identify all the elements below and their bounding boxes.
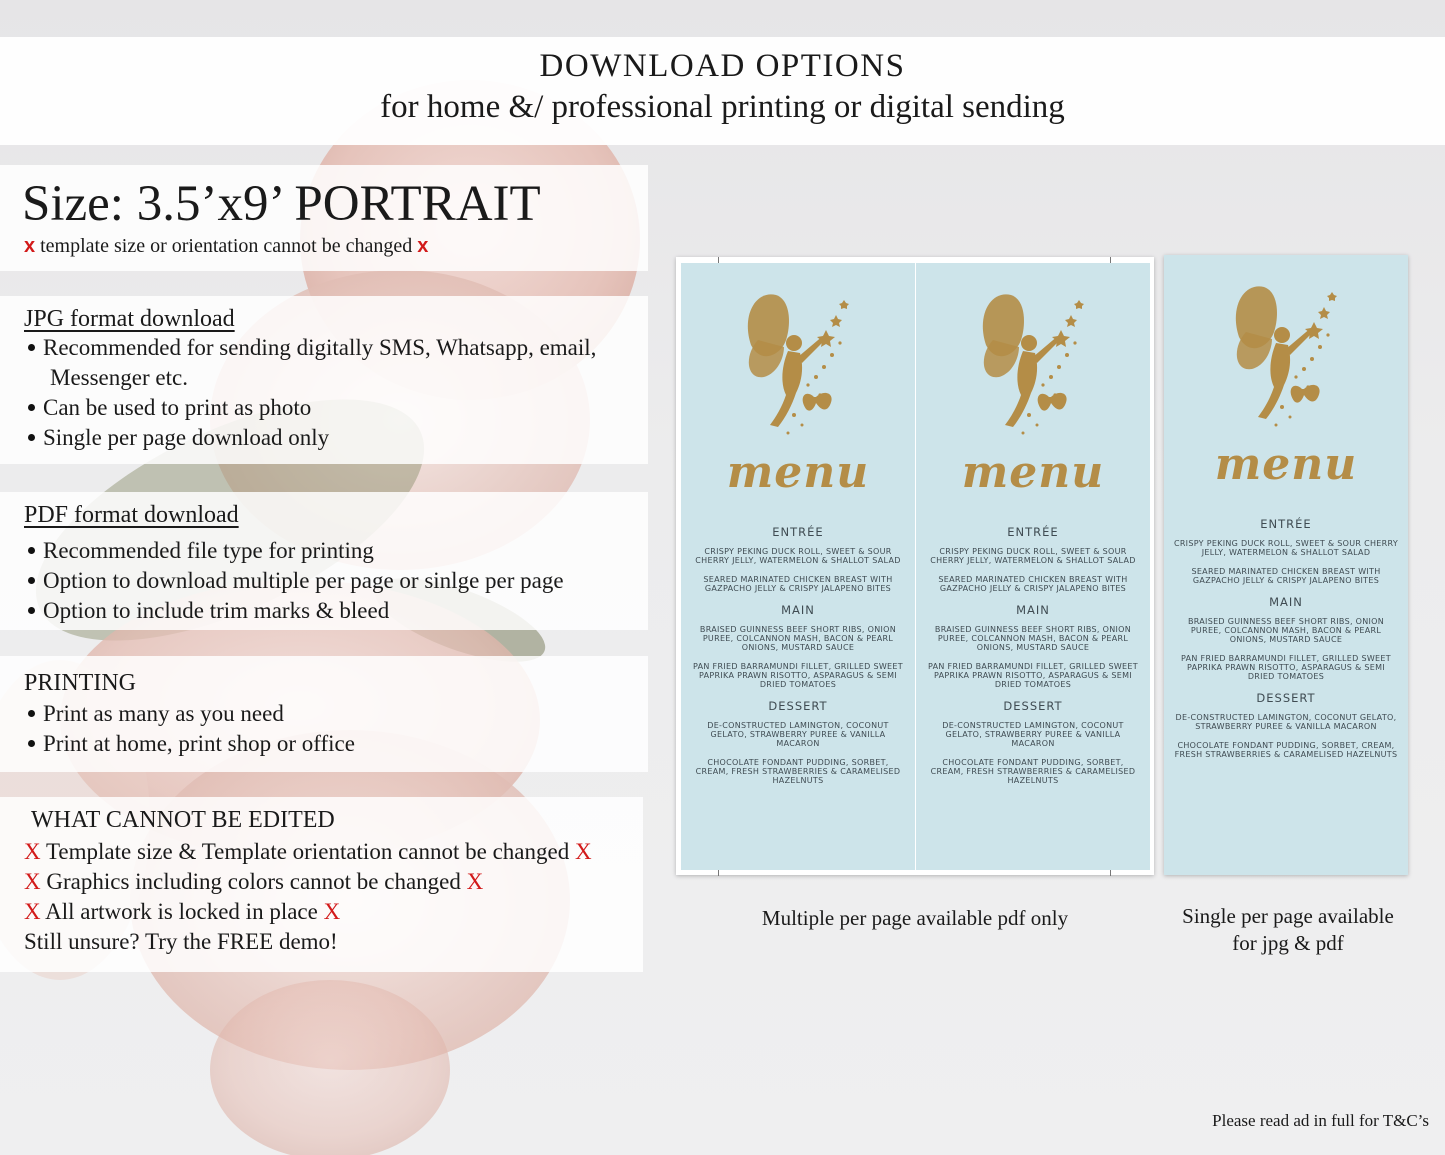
- not-editable-panel: [0, 797, 643, 972]
- menu-item: SEARED MARINATED CHICKEN BREAST WITH GAZPACHO JELLY & CRISPY JALAPENO BITES: [703, 575, 893, 593]
- menu-card-single-preview: [1164, 255, 1408, 875]
- menu-script-title: menu: [726, 447, 870, 498]
- footer-note: Please read ad in full for T&C’s: [1212, 1111, 1429, 1130]
- bullet-icon: [28, 710, 35, 717]
- entree-heading: ENTRÉE: [1260, 517, 1312, 531]
- entree-heading: ENTRÉE: [772, 525, 824, 539]
- menu-item: BRAISED GUINNESS BEEF SHORT RIBS, ONION PUREE, COLCANNON MASH, BACON & PEARL ONIONS, MUSTARD SAUCE: [1187, 617, 1385, 644]
- menu-item: CRISPY PEKING DUCK ROLL, SWEET & SOUR CHERRY JELLY, WATERMELON & SHALLOT SALAD: [1173, 539, 1399, 557]
- menu-item: BRAISED GUINNESS BEEF SHORT RIBS, ONION PUREE, COLCANNON MASH, BACON & PEARL ONIONS, MUSTARD SAUCE: [934, 625, 1132, 652]
- list-item: Recommended file type for printing: [24, 536, 564, 566]
- menu-script-title: menu: [961, 447, 1105, 498]
- size-title: Size: 3.5’x9’ PORTRAIT: [22, 176, 541, 232]
- dessert-heading: DESSERT: [768, 699, 828, 713]
- x-mark-icon: X: [466, 869, 484, 894]
- list-item: Option to include trim marks & bleed: [24, 596, 564, 626]
- menu-item: PAN FRIED BARRAMUNDI FILLET, GRILLED SWEET PAPRIKA PRAWN RISOTTO, ASPARAGUS & SEMI DRIED TOMATOES: [693, 662, 903, 689]
- bullet-icon: [28, 547, 35, 554]
- bullet-icon: [28, 577, 35, 584]
- list-item: Option to download multiple per page or sinlge per page: [24, 566, 564, 596]
- x-mark-icon: X: [574, 839, 592, 864]
- size-note: [24, 235, 428, 258]
- menu-item: PAN FRIED BARRAMUNDI FILLET, GRILLED SWEET PAPRIKA PRAWN RISOTTO, ASPARAGUS & SEMI DRIED TOMATOES: [1181, 654, 1391, 681]
- size-note-text: template size or orientation cannot be changed: [40, 235, 413, 257]
- x-mark-icon: X: [323, 899, 341, 924]
- printing-panel: [0, 656, 648, 772]
- fairy-icon: [736, 285, 866, 455]
- list-item: Single per page download only: [24, 423, 596, 453]
- fairy-icon: [971, 285, 1101, 455]
- dessert-heading: DESSERT: [1256, 691, 1316, 705]
- menu-item: CHOCOLATE FONDANT PUDDING, SORBET, CREAM, FRESH STRAWBERRIES & CARAMELISED HAZELNUTS: [695, 758, 901, 785]
- printing-bullets: [24, 699, 355, 759]
- menu-item: SEARED MARINATED CHICKEN BREAST WITH GAZPACHO JELLY & CRISPY JALAPENO BITES: [1191, 567, 1381, 585]
- x-mark-icon: x: [417, 235, 429, 257]
- menu-item: CHOCOLATE FONDANT PUDDING, SORBET, CREAM, FRESH STRAWBERRIES & CARAMELISED HAZELNUTS: [1174, 741, 1398, 759]
- list-item: Messenger etc.: [50, 365, 188, 390]
- menu-body: [681, 525, 915, 795]
- list-item: Recommended for sending digitally SMS, Whatsapp, email,: [24, 333, 596, 363]
- menu-item: CHOCOLATE FONDANT PUDDING, SORBET, CREAM, FRESH STRAWBERRIES & CARAMELISED HAZELNUTS: [930, 758, 1136, 785]
- x-mark-icon: X: [24, 839, 41, 864]
- menu-item: BRAISED GUINNESS BEEF SHORT RIBS, ONION PUREE, COLCANNON MASH, BACON & PEARL ONIONS, MUSTARD SAUCE: [699, 625, 897, 652]
- list-item: X Graphics including colors cannot be changed X: [24, 869, 484, 894]
- menu-item: PAN FRIED BARRAMUNDI FILLET, GRILLED SWEET PAPRIKA PRAWN RISOTTO, ASPARAGUS & SEMI DRIED TOMATOES: [928, 662, 1138, 689]
- page-title: DOWNLOAD OPTIONS: [539, 48, 906, 84]
- bullet-icon: [28, 404, 35, 411]
- caption-single: Single per page available for jpg & pdf: [1182, 904, 1394, 955]
- page-subtitle: for home &/ professional printing or digital sending: [380, 89, 1065, 125]
- header-band: [0, 37, 1445, 145]
- pdf-panel: [0, 492, 648, 630]
- main-heading: MAIN: [781, 603, 815, 617]
- list-item: Print as many as you need: [24, 699, 355, 729]
- caption-multiple: Multiple per page available pdf only: [761, 906, 1069, 930]
- main-heading: MAIN: [1269, 595, 1303, 609]
- printing-heading: PRINTING: [24, 670, 136, 696]
- x-mark-icon: x: [24, 235, 36, 257]
- jpg-bullets: [24, 333, 596, 453]
- menu-item: CRISPY PEKING DUCK ROLL, SWEET & SOUR CHERRY JELLY, WATERMELON & SHALLOT SALAD: [695, 547, 901, 565]
- menu-card-preview: [916, 263, 1150, 870]
- jpg-panel: [0, 296, 648, 464]
- dessert-heading: DESSERT: [1003, 699, 1063, 713]
- pdf-bullets: [24, 536, 564, 626]
- size-panel: [0, 165, 648, 271]
- x-mark-icon: X: [24, 899, 41, 924]
- list-item: X All artwork is locked in place X: [24, 899, 341, 924]
- menu-script-title: menu: [1214, 439, 1358, 490]
- menu-item: DE-CONSTRUCTED LAMINGTON, COCONUT GELATO, STRAWBERRY PUREE & VANILLA MACARON: [942, 721, 1124, 748]
- menu-item: SEARED MARINATED CHICKEN BREAST WITH GAZPACHO JELLY & CRISPY JALAPENO BITES: [938, 575, 1128, 593]
- bullet-icon: [28, 434, 35, 441]
- main-heading: MAIN: [1016, 603, 1050, 617]
- menu-body: [916, 525, 1150, 795]
- menu-item: CRISPY PEKING DUCK ROLL, SWEET & SOUR CHERRY JELLY, WATERMELON & SHALLOT SALAD: [930, 547, 1136, 565]
- bullet-icon: [28, 607, 35, 614]
- list-item: Print at home, print shop or office: [24, 729, 355, 759]
- x-mark-icon: X: [24, 869, 41, 894]
- list-item: X Template size & Template orientation cannot be changed X: [24, 839, 592, 864]
- demo-note: Still unsure? Try the FREE demo!: [24, 929, 338, 954]
- not-editable-heading: WHAT CANNOT BE EDITED: [31, 807, 335, 833]
- jpg-heading: JPG format download: [24, 306, 235, 332]
- bullet-icon: [28, 344, 35, 351]
- menu-card-preview: [681, 263, 915, 870]
- entree-heading: ENTRÉE: [1007, 525, 1059, 539]
- pdf-heading: PDF format download: [24, 502, 239, 528]
- bullet-icon: [28, 740, 35, 747]
- menu-body: [1164, 517, 1408, 769]
- menu-item: DE-CONSTRUCTED LAMINGTON, COCONUT GELATO, STRAWBERRY PUREE & VANILLA MACARON: [1175, 713, 1397, 731]
- menu-item: DE-CONSTRUCTED LAMINGTON, COCONUT GELATO, STRAWBERRY PUREE & VANILLA MACARON: [707, 721, 889, 748]
- fairy-icon: [1224, 277, 1354, 447]
- list-item: Can be used to print as photo: [24, 393, 596, 423]
